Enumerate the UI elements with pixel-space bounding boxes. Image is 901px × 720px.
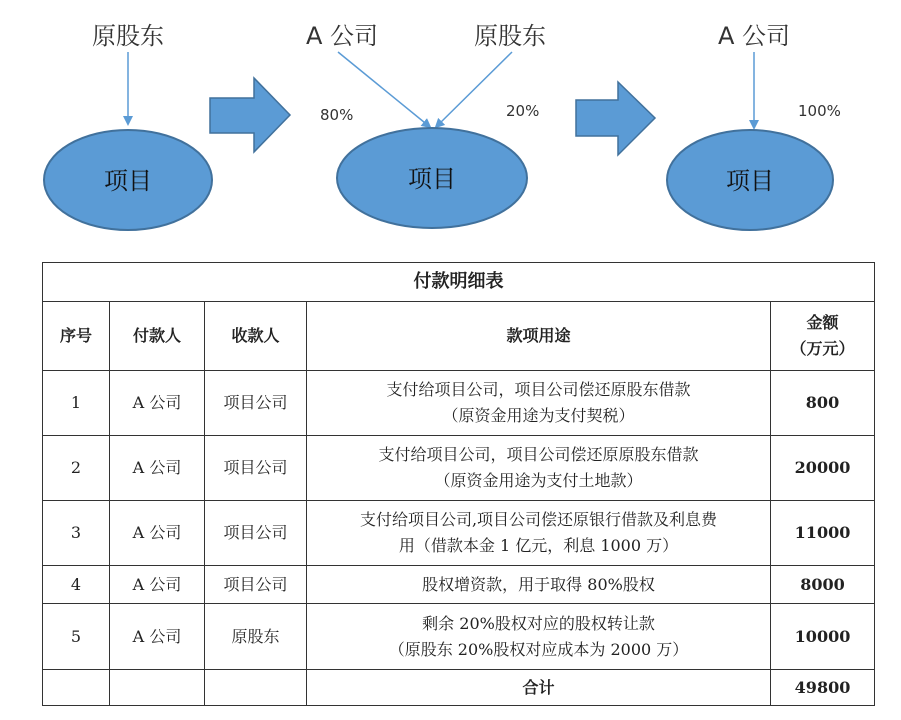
- stage2-pct-b: 20%: [506, 102, 540, 120]
- table-title: 付款明细表: [43, 263, 875, 302]
- header-payer: 付款人: [110, 302, 205, 371]
- row-payer: A 公司: [110, 566, 205, 604]
- row-purpose-line1: 支付给项目公司,项目公司偿还原银行借款及利息费: [359, 510, 718, 529]
- total-amount: 49800: [771, 670, 875, 706]
- row-payee: 项目公司: [205, 501, 307, 566]
- row-seq: 1: [43, 371, 110, 436]
- row-amount: 8000: [771, 566, 875, 604]
- row-purpose-line1: 剩余 20%股权对应的股权转让款: [422, 613, 655, 633]
- row-purpose: [307, 604, 771, 670]
- stage2-owner-a-label: A 公司: [305, 22, 379, 50]
- stage2-pct-a: 80%: [320, 106, 354, 124]
- header-purpose: 款项用途: [307, 302, 771, 371]
- table-row: [43, 501, 875, 566]
- row-purpose-line2: 用（借款本金 1 亿元，利息 1000 万）: [398, 536, 679, 555]
- row-payee: 项目公司: [205, 371, 307, 436]
- header-row: [43, 302, 875, 371]
- total-row: [43, 670, 875, 706]
- row-purpose-line1: 股权增资款，用于取得 80%股权: [422, 574, 655, 594]
- row-payee: 原股东: [205, 604, 307, 670]
- row-payee: 项目公司: [205, 566, 307, 604]
- row-purpose: [307, 501, 771, 566]
- row-purpose-line2: （原资金用途为支付契税）: [442, 406, 635, 425]
- row-purpose: [307, 371, 771, 436]
- header-seq: 序号: [43, 302, 110, 371]
- row-amount: 10000: [771, 604, 875, 670]
- row-purpose: [307, 566, 771, 604]
- row-purpose-line2: （原股东 20%股权对应成本为 2000 万）: [388, 639, 689, 659]
- header-amount: [771, 302, 875, 371]
- total-empty-cell: [43, 670, 110, 706]
- header-amount-line1: 金额: [806, 313, 839, 332]
- row-purpose-line1: 支付给项目公司，项目公司偿还原股东借款: [386, 380, 691, 399]
- row-payer: A 公司: [110, 501, 205, 566]
- stage2-project-label: 项目: [408, 165, 456, 193]
- row-amount: 800: [771, 371, 875, 436]
- row-seq: 2: [43, 436, 110, 501]
- row-seq: 4: [43, 566, 110, 604]
- stage3-project-label: 项目: [726, 167, 774, 195]
- stage1-owner-label: 原股东: [92, 22, 164, 50]
- table-row: [43, 604, 875, 670]
- row-amount: 11000: [771, 501, 875, 566]
- row-seq: 5: [43, 604, 110, 670]
- payment-detail-table: [42, 262, 875, 706]
- row-purpose: [307, 436, 771, 501]
- row-payer: A 公司: [110, 371, 205, 436]
- row-payer: A 公司: [110, 436, 205, 501]
- row-payee: 项目公司: [205, 436, 307, 501]
- row-purpose-line1: 支付给项目公司，项目公司偿还原原股东借款: [378, 445, 699, 464]
- table-row: [43, 371, 875, 436]
- row-amount: 20000: [771, 436, 875, 501]
- row-payer: A 公司: [110, 604, 205, 670]
- stage3-pct: 100%: [798, 102, 841, 120]
- row-seq: 3: [43, 501, 110, 566]
- total-empty-cell: [110, 670, 205, 706]
- total-label: 合计: [307, 670, 771, 706]
- transition-arrow-1: [210, 78, 290, 152]
- total-empty-cell: [205, 670, 307, 706]
- table-row: [43, 436, 875, 501]
- stage1-project-label: 项目: [104, 167, 152, 195]
- header-amount-line2: （万元）: [790, 339, 855, 358]
- row-purpose-line2: （原资金用途为支付土地款）: [434, 471, 643, 490]
- transition-arrow-2: [576, 82, 655, 155]
- header-payee: 收款人: [205, 302, 307, 371]
- stage3-owner-label: A 公司: [717, 22, 791, 50]
- ownership-diagram: [0, 0, 901, 250]
- stage2-owner-b-label: 原股东: [474, 22, 546, 50]
- stage2-ownership-line-b: [436, 52, 512, 127]
- table-row: [43, 566, 875, 604]
